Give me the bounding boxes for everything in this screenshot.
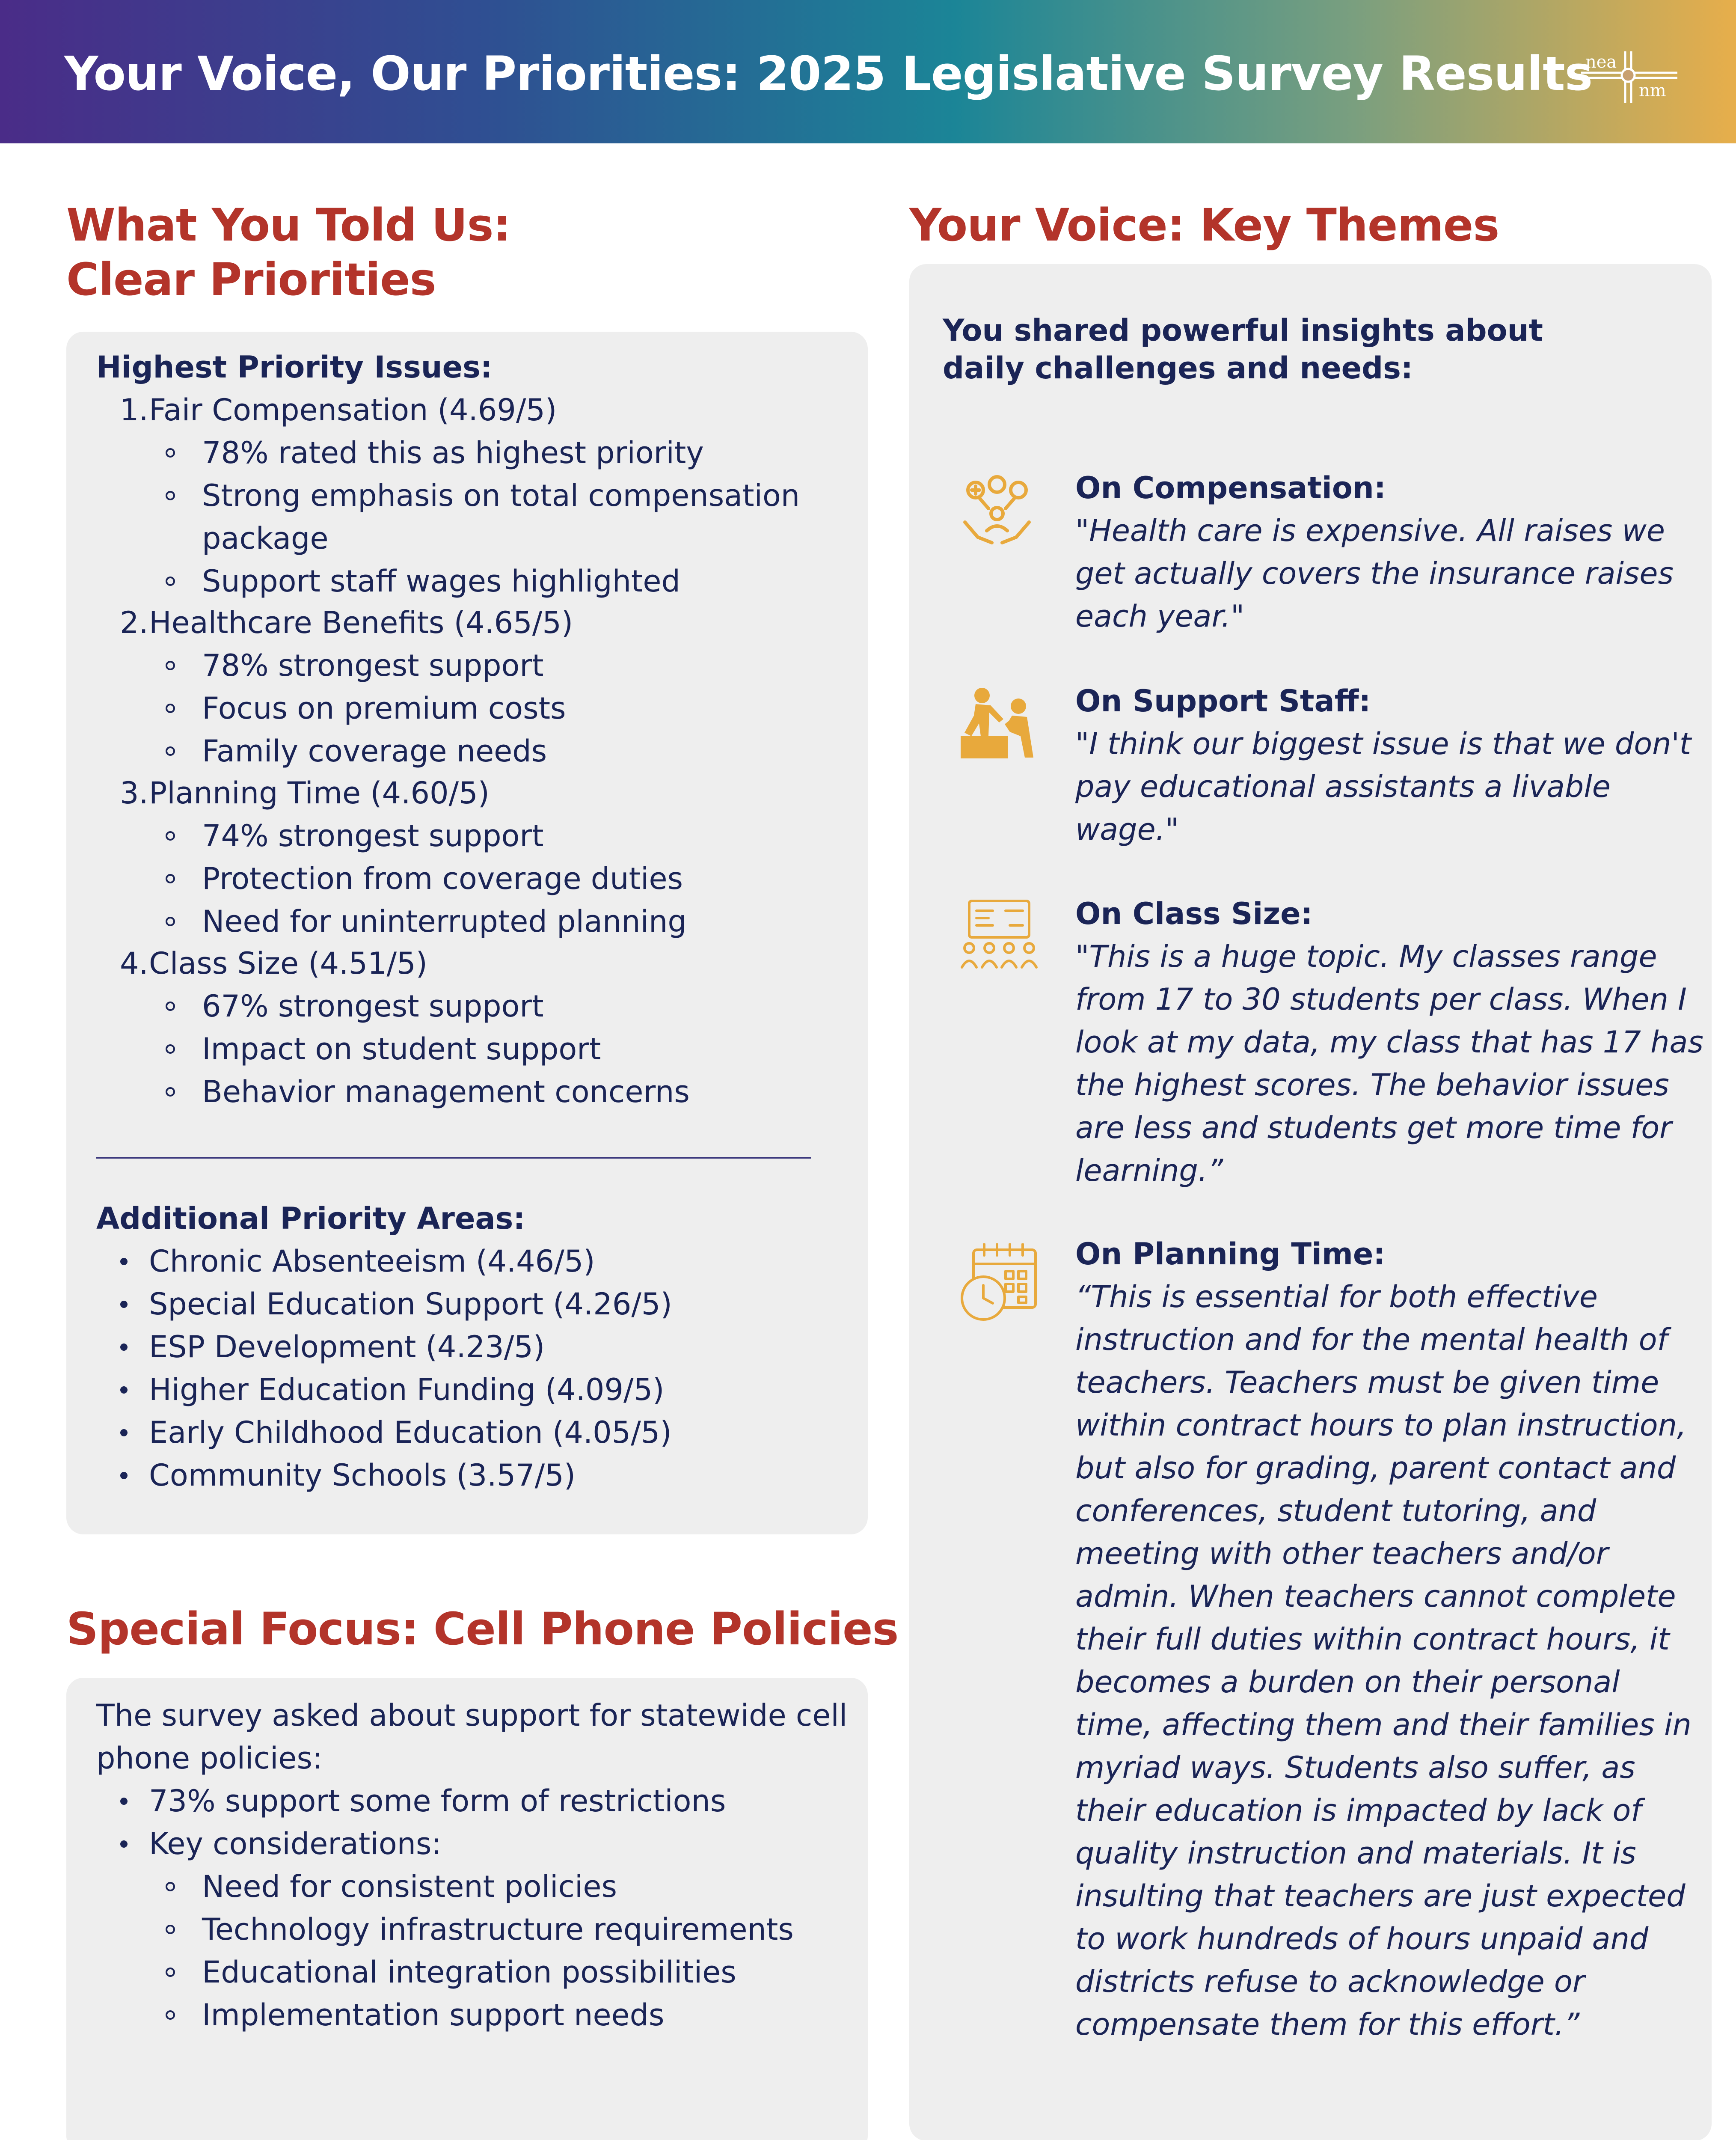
theme-quote-line: get actually covers the insurance raises — [1075, 556, 1674, 591]
priority-sub: 78% strongest support — [202, 648, 544, 683]
priority-number: 2. — [120, 605, 148, 640]
priority-sub: Support staff wages highlighted — [202, 564, 680, 599]
priority-sub: 74% strongest support — [202, 818, 544, 853]
sub-bullet — [166, 1882, 175, 1891]
priority-sub: Focus on premium costs — [202, 691, 566, 726]
cell-phone-bullet: 73% support some form of restrictions — [149, 1783, 726, 1819]
theme-title: On Planning Time: — [1075, 1236, 1386, 1272]
sub-bullet — [166, 577, 175, 586]
section-divider — [96, 1157, 811, 1159]
priority-title: Class Size (4.51/5) — [149, 946, 427, 981]
theme-quote-line: insulting that teachers are just expected — [1075, 1878, 1686, 1914]
priority-sub: Strong emphasis on total compensation — [202, 478, 800, 513]
cell-phone-intro-continued: phone policies: — [96, 1741, 323, 1776]
themes-intro: You shared powerful insights about — [943, 313, 1543, 348]
theme-quote-line: look at my data, my class that has 17 has — [1075, 1025, 1703, 1060]
theme-quote-line: quality instruction and materials. It is — [1075, 1836, 1636, 1871]
sub-bullet — [166, 491, 175, 500]
theme-quote-line: their education is impacted by lack of — [1075, 1793, 1641, 1828]
hands-money-icon — [959, 475, 1036, 552]
theme-quote-line: admin. When teachers cannot complete — [1075, 1579, 1676, 1614]
bullet — [120, 1386, 128, 1394]
cell-phone-heading: Special Focus: Cell Phone Policies — [66, 1603, 899, 1655]
sub-bullet — [166, 1925, 175, 1934]
additional-item: Special Education Support (4.26/5) — [149, 1287, 672, 1322]
classroom-icon — [959, 899, 1040, 972]
cell-phone-intro: The survey asked about support for statewide cell — [96, 1698, 848, 1733]
theme-quote-line: their full duties within contract hours, it — [1075, 1622, 1670, 1657]
theme-quote-line: conferences, student tutoring, and — [1075, 1493, 1597, 1528]
sub-bullet — [166, 704, 175, 713]
theme-quote-line: to work hundreds of hours unpaid and — [1075, 1921, 1649, 1956]
helping-hand-icon — [959, 685, 1040, 762]
priority-sub: 78% rated this as highest priority — [202, 435, 704, 470]
additional-item: Early Childhood Education (4.05/5) — [149, 1415, 672, 1450]
priority-number: 3. — [120, 776, 148, 811]
bullet — [120, 1798, 128, 1805]
theme-quote-line: each year." — [1075, 599, 1245, 634]
themes-intro-continued: daily challenges and needs: — [943, 351, 1413, 386]
priority-title: Healthcare Benefits (4.65/5) — [149, 605, 573, 640]
themes-heading: Your Voice: Key Themes — [909, 199, 1499, 251]
additional-item: Higher Education Funding (4.09/5) — [149, 1372, 665, 1407]
logo-text-bottom: nm — [1639, 81, 1666, 101]
priority-title: Planning Time (4.60/5) — [149, 776, 490, 811]
logo-text-top: nea — [1585, 52, 1617, 72]
additional-item: Chronic Absenteeism (4.46/5) — [149, 1244, 595, 1279]
priority-sub: Behavior management concerns — [202, 1074, 690, 1109]
cell-phone-sub: Educational integration possibilities — [202, 1955, 736, 1990]
priority-sub: 67% strongest support — [202, 989, 544, 1024]
bullet — [120, 1429, 128, 1436]
theme-quote-line: instruction and for the mental health of — [1075, 1322, 1668, 1357]
priority-sub: Need for uninterrupted planning — [202, 904, 687, 939]
theme-title: On Compensation: — [1075, 470, 1386, 505]
theme-quote-line: but also for grading, parent contact and — [1075, 1450, 1676, 1486]
sub-bullet — [166, 874, 175, 883]
theme-title: On Class Size: — [1075, 896, 1313, 931]
theme-title: On Support Staff: — [1075, 684, 1371, 719]
theme-quote-line: becomes a burden on their personal — [1075, 1664, 1620, 1700]
theme-quote-line: "I think our biggest issue is that we don't — [1075, 726, 1691, 761]
theme-quote-line: time, affecting them and their families in — [1075, 1707, 1691, 1742]
sub-bullet — [166, 831, 175, 841]
sub-bullet — [166, 2010, 175, 2020]
sub-bullet — [166, 1968, 175, 1977]
priorities-heading: What You Told Us: — [66, 199, 511, 251]
additional-item: ESP Development (4.23/5) — [149, 1329, 545, 1364]
additional-priority-label: Additional Priority Areas: — [96, 1201, 525, 1236]
priority-sub: Impact on student support — [202, 1031, 601, 1067]
theme-quote-line: from 17 to 30 students per class. When I — [1075, 982, 1687, 1017]
theme-quote-line: meeting with other teachers and/or — [1075, 1536, 1608, 1571]
sub-bullet — [166, 448, 175, 458]
bullet — [120, 1258, 128, 1265]
sub-bullet — [166, 1002, 175, 1011]
bullet — [120, 1343, 128, 1351]
priority-number: 1. — [120, 392, 148, 428]
priority-sub: Protection from coverage duties — [202, 861, 683, 896]
priority-sub-continued: package — [202, 521, 329, 556]
cell-phone-bullet: Key considerations: — [149, 1826, 442, 1861]
sub-bullet — [166, 917, 175, 926]
theme-quote-line: are less and students get more time for — [1075, 1110, 1672, 1145]
bullet — [120, 1840, 128, 1848]
cell-phone-sub: Technology infrastructure requirements — [202, 1912, 794, 1947]
sub-bullet — [166, 746, 175, 756]
bullet — [120, 1472, 128, 1479]
nea-nm-logo — [1581, 51, 1677, 103]
theme-quote-line: myriad ways. Students also suffer, as — [1075, 1750, 1635, 1785]
theme-quote-line: teachers. Teachers must be given time — [1075, 1365, 1659, 1400]
highest-priority-label: Highest Priority Issues: — [96, 350, 493, 385]
bullet — [120, 1301, 128, 1308]
page-title: Your Voice, Our Priorities: 2025 Legislative Survey Results — [64, 46, 1593, 101]
theme-quote-line: wage." — [1075, 812, 1179, 847]
theme-quote-line: compensate them for this effort.” — [1075, 2007, 1580, 2042]
theme-quote-line: "This is a huge topic. My classes range — [1075, 939, 1657, 974]
sub-bullet — [166, 661, 175, 670]
theme-quote-line: districts refuse to acknowledge or — [1075, 1964, 1585, 1999]
cell-phone-sub: Need for consistent policies — [202, 1869, 617, 1904]
priorities-subheading: Clear Priorities — [66, 253, 436, 306]
theme-quote-line: within contract hours to plan instruction, — [1075, 1408, 1687, 1443]
sub-bullet — [166, 1087, 175, 1097]
priority-sub: Family coverage needs — [202, 734, 547, 769]
priority-title: Fair Compensation (4.69/5) — [149, 392, 557, 428]
additional-item: Community Schools (3.57/5) — [149, 1458, 576, 1493]
cell-phone-sub: Implementation support needs — [202, 1997, 665, 2033]
theme-quote-line: “This is essential for both effective — [1075, 1279, 1598, 1314]
calendar-clock-icon — [959, 1243, 1040, 1323]
sub-bullet — [166, 1044, 175, 1054]
theme-quote-line: "Health care is expensive. All raises we — [1075, 513, 1665, 548]
theme-quote-line: the highest scores. The behavior issues — [1075, 1067, 1669, 1103]
header-banner — [0, 0, 1736, 143]
theme-quote-line: learning.” — [1075, 1153, 1223, 1188]
theme-quote-line: pay educational assistants a livable — [1075, 769, 1611, 804]
priority-number: 4. — [120, 946, 148, 981]
